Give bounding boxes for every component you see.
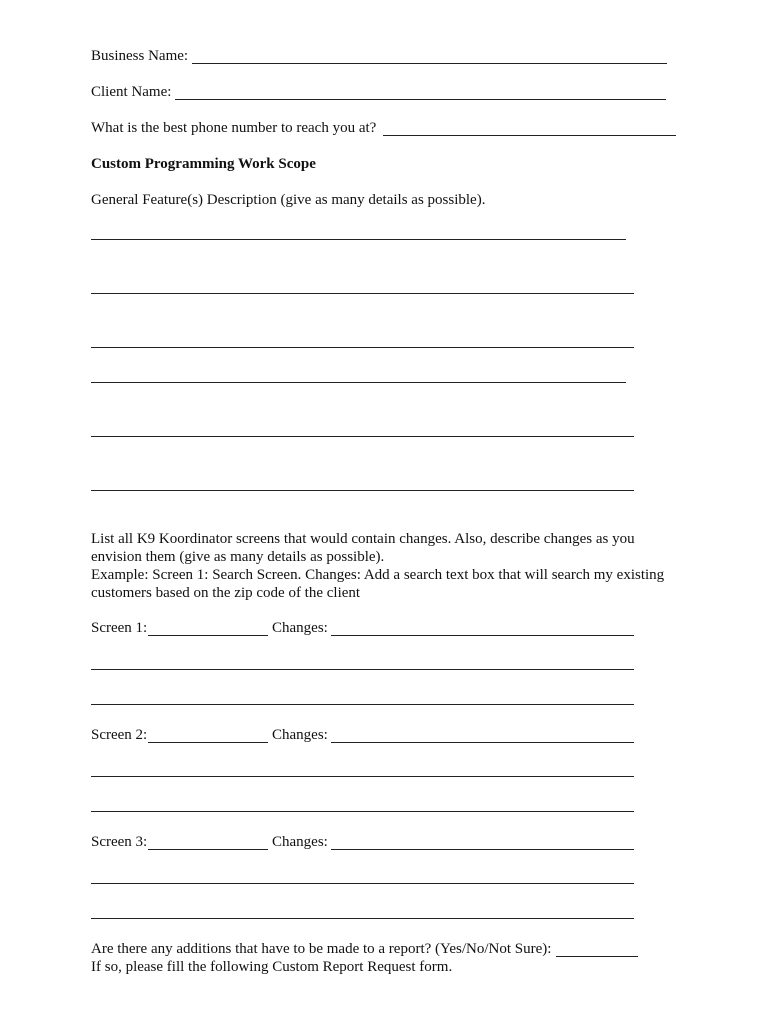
description-line-6[interactable] [91, 490, 634, 491]
screen-1-changes-field[interactable] [331, 635, 634, 636]
screen-2-line-2[interactable] [91, 776, 634, 777]
screen-1-name-field[interactable] [148, 635, 268, 636]
general-description-label: General Feature(s) Description (give as many details as possible). [91, 192, 486, 208]
screen-3-changes-field[interactable] [331, 849, 634, 850]
screen-1-changes-label: Changes: [272, 620, 328, 636]
screens-intro-line-2: envision them (give as many details as possible). [91, 549, 385, 565]
report-followup: If so, please fill the following Custom Report Request form. [91, 959, 453, 975]
screen-2-name-field[interactable] [148, 742, 268, 743]
screens-intro-line-1: List all K9 Koordinator screens that would contain changes. Also, describe changes as you [91, 531, 635, 547]
report-question: Are there any additions that have to be made to a report? (Yes/No/Not Sure): [91, 941, 552, 957]
work-scope-title: Custom Programming Work Scope [91, 156, 316, 172]
screen-3-line-3[interactable] [91, 918, 634, 919]
business-name-field[interactable] [192, 63, 667, 64]
description-line-4[interactable] [91, 382, 626, 383]
description-line-5[interactable] [91, 436, 634, 437]
screen-2-line-3[interactable] [91, 811, 634, 812]
screen-3-label: Screen 3: [91, 834, 148, 850]
screen-2-label: Screen 2: [91, 727, 148, 743]
screen-3-line-2[interactable] [91, 883, 634, 884]
phone-field[interactable] [383, 135, 676, 136]
description-line-1[interactable] [91, 239, 626, 240]
screens-intro [91, 530, 681, 602]
phone-label: What is the best phone number to reach you at? [91, 120, 377, 136]
screen-1-line-2[interactable] [91, 669, 634, 670]
screen-2-changes-label: Changes: [272, 727, 328, 743]
example-line-1: Example: Screen 1: Search Screen. Changes: Add a search text box that will search my existing [91, 567, 665, 583]
client-name-field[interactable] [175, 99, 666, 100]
example-line-2: customers based on the zip code of the client [91, 585, 361, 601]
business-name-label: Business Name: [91, 48, 189, 64]
client-name-label: Client Name: [91, 84, 172, 100]
screen-2-changes-field[interactable] [331, 742, 634, 743]
screen-1-line-3[interactable] [91, 704, 634, 705]
description-line-3[interactable] [91, 347, 634, 348]
report-answer-field[interactable] [556, 956, 638, 957]
screen-3-name-field[interactable] [148, 849, 268, 850]
screen-1-label: Screen 1: [91, 620, 148, 636]
description-line-2[interactable] [91, 293, 634, 294]
screen-3-changes-label: Changes: [272, 834, 328, 850]
